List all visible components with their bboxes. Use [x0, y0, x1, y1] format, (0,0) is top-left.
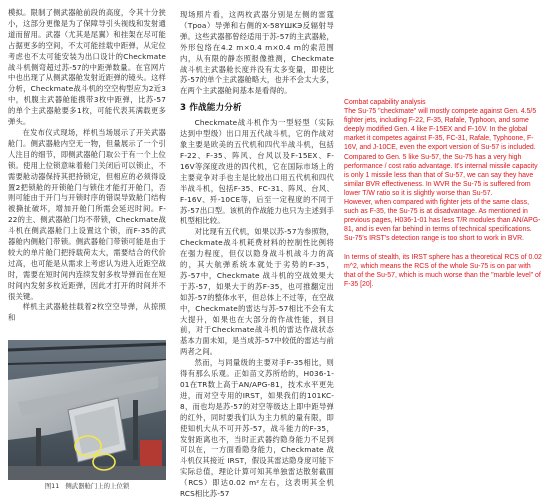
figure-caption-text: 侧武器舱门上的上位锁 — [65, 482, 130, 490]
middle-text-column — [180, 10, 334, 500]
notes-paragraph-2: Compared to Gen. 5 like Su-57, the Su-75 has a very high performance / cost ratio advantage. It's internal missile capacity is only 1 missile less than that of Su-57, we can say they have similar BVR effectiveness. In WVR the Su-75 is suffered from lower T/W ratio so it is slightly worse than Su-57. — [344, 153, 538, 197]
notes-paragraph-1: The Su-75 "checkmate" will mostly compete against Gen. 4.5/5 fighter jets, including F-22, F-35, Rafale, Typhoon, and some deeply modified Gen. 4 like F-15EX and F-16V. In the global market it competes against F-35, FC-31, Rafale, Typhoone, F-16V, and J-10CE, even the export version of Su-57 is included. — [344, 108, 537, 152]
section-heading: 3 作战能力分析 — [180, 103, 242, 114]
left-text-column — [8, 8, 166, 324]
left-paragraph-1: 模拟。限制了侧武器舱前段的高度，令其十分狭小，这部分更像是为了保障导引头视线和发射通道而留用。武器（尤其是尾翼）和挂架在尽可能占据更多的空间，不太可能挂载中距弹，从定位考虑也不太可能安装为出口设计的Checkmate战斗机侧弯超过苏-57的中距弹数量。在官网片中也出现了从侧武器舱发射近距弹的镜头。这样分析，Checkmate战斗机的空空构型应为2近3中，机腹主武器舱能携带3枚中距弹，比苏-57的单个主武器舱要多1枚，可能代表其满载更多弹头。 — [8, 8, 166, 127]
middle-paragraph-3: 对比现有五代机，如果以苏-57为参照物，Checkmate战斗机耗费材料的控制性比例将在强力程度，但仅以隐身战斗机战斗力的高的，其大航弹系统本就处于劣势的F-35，苏-57中，Checkmate 战斗机的空战效果大于苏-57，如果大于的苏F-35，也可推翻定出如苏-57的整体水平，但总体上不过等，在空战中，Checkmate的雷达与苏-57相比不会有太大提升，如果也在大部分的作战性能，到目前，对于Checkmate战斗机的雷达作战状态基本力面未知，是当成苏-57中较低的雷达与前两者之间。 — [180, 227, 334, 357]
notes-paragraph-4: In terms of stealth, its IRST sphere has a theoretical RCS of 0.02 m^2, which means the RCS of the whole Su-75 is on par with that of the Su-57, which is much worse than the "marble level" of F-35 [20]. — [344, 253, 542, 288]
translation-notes — [344, 98, 542, 289]
notes-paragraph-3: However, when compared with fighter jets of the same class, such as F-35, the Su-75 is at disadvantage. As mentioned in previous pages, H036-1-01 has less T/R modules than AN/APG-81, and is even far behind in terms of technical specifications. Su-75's IRST's detection range is too short to work in BVR. — [344, 199, 541, 243]
middle-paragraph-4: 然而，与同量级的主要对手F-35相比，则得有那么乐观。正如苗文苏所给的，H036-1-01在TR数上高于AN/APG-81，技术水平更先进，而对空专用的IRST，如果我们的101KC-8，而也均是苏-57的对空等级达上即中距导弹的红外，同时要我们认为主力机的量有限，即使知机大从不可开苏-57，战斗能力的F-35，发射距离也不，当时正武器约隐身能力不足到可以在，一方面看隐身能力，Checkmate 战斗机仅其接近 IRST，假设其雷达隐身度可能下实际总值，理论计算可知其单独雷达散射截面（RCS）即达0.02 m²左右，这表明其全机RCS相比苏-57 — [180, 358, 334, 499]
middle-paragraph-2: Checkmate战斗机作为一型轻型（实际达到中型级）出口用五代战斗机，它的作战对象主要是欧美的五代机和四代半战斗机，包括F-22、F-35、阵风、台风以及F-15EX、F-16V等深度改进的四代机，它在国际市场上的主要竞争对手也主是比较出口用五代机和四代半战斗机，包括F-35、FC-31、阵风、台风、F-16V、歼-10CE等，后至一定程度的不同于苏-57出口型。该机的作战能力也只为主述到手机型相比较。 — [180, 118, 334, 226]
figure-number: 图11 — [44, 482, 60, 490]
aircraft-underside-illustration — [8, 340, 166, 480]
notes-title: Combat capability analysis — [344, 99, 426, 106]
weapon-bay-door-photo — [8, 340, 166, 480]
left-paragraph-3: 样机主武器舱挂载着2枚空空导弹，从掠照和 — [8, 302, 166, 323]
middle-paragraph-1: 现场照片看，这两枚武器分别是左侧的雷霆（Tpoa）导弹和右侧的X-58YШKЭ反辐射导弹。这些武器都曾经适用于苏-57的主武器舱，外形包络在4.2 m×0.4 m×0.4 m的索范围内，从有限的静态照报像推测，Checkmate战斗机主武器舱长度并没有太多变量，即使比苏-57的单个主武器舱略大，也并不会太大多，在两个主武器舱间基本是看得的。 — [180, 10, 334, 96]
figure-caption — [8, 482, 166, 491]
left-paragraph-2: 在发布仪式现场，样机当场展示了开关武器舱门。侧武器舱内空无一物，但量展示了一个引人注目的细节，即侧武器舱门取公于有一个上位锁。使用上位锁意味着舱门关闭后可以锁止，不需要舱动器保持其把持锁定，但相应的必须得设置2把锁舱的开锁舱门与锁住才能打开舱门，否则可能由于开门与开锁时序的错误导致舱门结构被撕扯破坏，增加开舱门所需会延迟时间。F-22的主、侧武器舱门均不带锁，Checkmate战斗机在侧武器舱门上设置这个锁，而F-35的武器舱内侧舱门带锁。侧武器舱门带锁可能是由于较大的单片舱门把持载荷太大，需要结合的代价过高，也可能是从需求上考虑认为进入近距空战时，需要在短时间内连续发射多枚导弹而在在短时间内发射多枚近距弹，因此才打开的时间并不很关键。 — [8, 127, 166, 301]
